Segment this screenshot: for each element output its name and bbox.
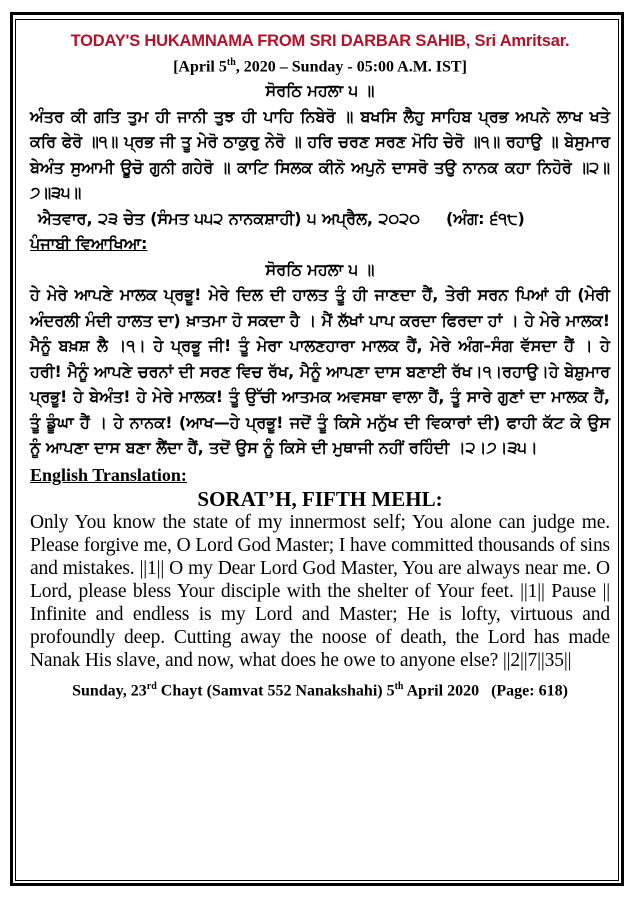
punjabi-heading: ਪੰਜਾਬੀ ਵਿਆਖਿਆ: (30, 234, 148, 254)
gurbani-text: ਅੰਤਰ ਕੀ ਗਤਿ ਤੁਮ ਹੀ ਜਾਨੀ ਤੁਝ ਹੀ ਪਾਹਿ ਨਿਬੇਰੋ ॥ ਬਖਸਿ ਲੈਹੁ ਸਾਹਿਬ ਪ੍ਰਭ ਅਪਨੇ ਲਾਖ ਖਤੇ ਕਰਿ ਫੇਰੋ ॥੧॥ ਪ੍ਰਭ ਜੀ ਤੂ ਮੇਰੋ ਠਾਕੁਰੁ ਨੇਰੋ ॥ ਹਰਿ ਚਰਣ ਸਰਣ ਮੋਹਿ ਚੇਰੋ ॥੧॥ ਰਹਾਉ ॥ ਬੇਸੁਮਾਰ ਬੇਅੰਤ ਸੁਆਮੀ ਊਚੋ ਗੁਨੀ ਗਹੇਰੋ ॥ ਕਾਟਿ ਸਿਲਕ ਕੀਨੋ ਅਪੁਨੋ ਦਾਸਰੋ ਤਉ ਨਾਨਕ ਕਹਾ ਨਿਹੋਰੋ ॥੨॥੭॥੩੫॥ (30, 106, 610, 203)
date-suffix: th (226, 57, 236, 68)
footer-sup-rd: rd (146, 680, 157, 692)
ang-number: (ਅੰਗ: ੬੧੮) (445, 208, 525, 228)
footer-sup-th: th (394, 680, 404, 692)
gurbani-date-line (30, 206, 610, 232)
gurbani-raag: ਸੋਰਠਿ ਮਹਲਾ ੫ ॥ (265, 81, 375, 101)
date-prefix: [April 5 (173, 58, 227, 76)
english-heading: English Translation: (30, 464, 187, 485)
english-translation: Only You know the state of my innermost self; You alone can judge me. Please forgive me, O Lord God Master; I have committed thousands of sins and mistakes. ||1|| O my Dear Lord God Master, You are always near me. O Lord, please bless Your disciple with the shelter of Your feet. ||1|| Pause || Infinite and endless is my Lord and Master; He is lofty, virtuous and profoundly deep. Cutting away the noose of death, the Lord has made Nanak His slave, and now, what does he owe to anyone else? ||2||7||35|| (30, 511, 610, 671)
footer-page: (Page: 618) (491, 682, 568, 700)
document-date (30, 52, 610, 78)
footer-date (30, 676, 610, 702)
footer-samvat: Chayt (Samvat 552 Nanakshahi) 5 (156, 682, 395, 700)
document-title: TODAY'S HUKAMNAMA FROM SRI DARBAR SAHIB, Sri Amritsar. (70, 32, 570, 50)
footer-day: Sunday, 23 (72, 682, 147, 700)
footer-month-year: April 2020 (403, 682, 480, 700)
date-rest: , 2020 – Sunday - 05:00 A.M. IST] (235, 58, 467, 76)
punjabi-date: ਐਤਵਾਰ, ੨੩ ਚੇਤ (ਸੰਮਤ ੫੫੨ ਨਾਨਕਸ਼ਾਹੀ) ੫ ਅਪ੍ਰੈਲ, ੨੦੨੦ (38, 208, 420, 228)
punjabi-explanation: ਹੇ ਮੇਰੇ ਆਪਣੇ ਮਾਲਕ ਪ੍ਰਭੂ! ਮੇਰੇ ਦਿਲ ਦੀ ਹਾਲਤ ਤੂੰ ਹੀ ਜਾਣਦਾ ਹੈਂ, ਤੇਰੀ ਸਰਨ ਪਿਆਂ ਹੀ (ਮੇਰੀ ਅੰਦਰਲੀ ਮੰਦੀ ਹਾਲਤ ਦਾ) ਖ਼ਾਤਮਾ ਹੋ ਸਕਦਾ ਹੈ । ਮੈਂ ਲੱਖਾਂ ਪਾਪ ਕਰਦਾ ਫਿਰਦਾ ਹਾਂ । ਹੇ ਮੇਰੇ ਮਾਲਕ! ਮੈਨੂੰ ਬਖ਼ਸ਼ ਲੈ ।੧। ਹੇ ਪ੍ਰਭੂ ਜੀ! ਤੂੰ ਮੇਰਾ ਪਾਲਣਹਾਰਾ ਮਾਲਕ ਹੈਂ, ਮੇਰੇ ਅੰਗ–ਸੰਗ ਵੱਸਦਾ ਹੈਂ । ਹੇ ਹਰੀ! ਮੈਨੂੰ ਆਪਣੇ ਚਰਨਾਂ ਦੀ ਸਰਣ ਵਿਚ ਰੱਖ, ਮੈਨੂੰ ਆਪਣਾ ਦਾਸ ਬਣਾਈ ਰੱਖ।੧।ਰਹਾਉ।ਹੇ ਬੇਸ਼ੁਮਾਰ ਪ੍ਰਭੂ! ਹੇ ਬੇਅੰਤ! ਹੇ ਮੇਰੇ ਮਾਲਕ! ਤੂੰ ਉੱਚੀ ਆਤਮਕ ਅਵਸਥਾ ਵਾਲਾ ਹੈਂ, ਤੂੰ ਸਾਰੇ ਗੁਣਾਂ ਦਾ ਮਾਲਕ ਹੈਂ, ਤੂੰ ਡੂੰਘਾ ਹੈਂ । ਹੇ ਨਾਨਕ! (ਆਖ—ਹੇ ਪ੍ਰਭੂ! ਜਦੋਂ ਤੂੰ ਕਿਸੇ ਮਨੁੱਖ ਦੀ ਵਿਕਾਰਾਂ ਦੀ) ਫਾਹੀ ਕੱਟ ਕੇ ਉਸ ਨੂੰ ਆਪਣਾ ਦਾਸ ਬਣਾ ਲੈਂਦਾ ਹੈਂ, ਤਦੋਂ ਉਸ ਨੂੰ ਕਿਸੇ ਦੀ ਮੁਥਾਜੀ ਨਹੀਂ ਰਹਿੰਦੀ ।੨।੭।੩੫। (30, 285, 610, 458)
hukamnama-document (30, 30, 610, 702)
english-raag: SORAT’H, FIFTH MEHL: (197, 486, 443, 511)
punjabi-raag: ਸੋਰਠਿ ਮਹਲਾ ੫ ॥ (265, 259, 375, 279)
